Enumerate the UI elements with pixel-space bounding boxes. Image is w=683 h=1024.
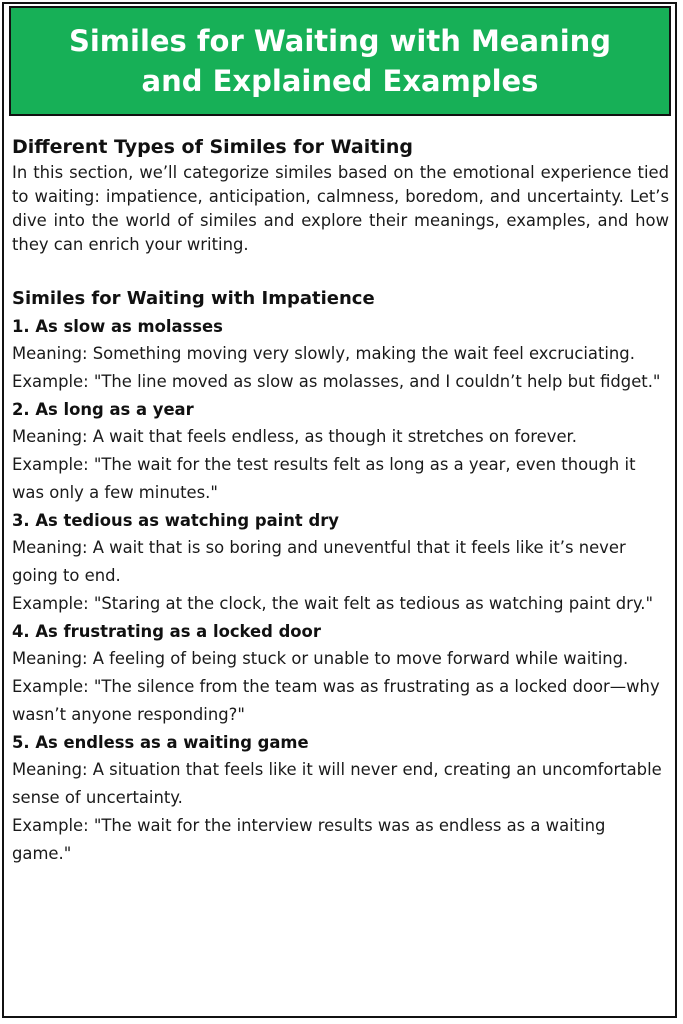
list-item [12, 618, 669, 729]
list-item [12, 507, 669, 618]
list-item [12, 396, 669, 507]
simile-title: 3. As tedious as watching paint dry [12, 511, 339, 530]
simile-example: Example: "The wait for the interview results was as endless as a waiting game." [12, 816, 606, 863]
simile-meaning: Meaning: A situation that feels like it will never end, creating an uncomfortable sense of uncertainty. [12, 760, 662, 807]
simile-example: Example: "The line moved as slow as molasses, and I couldn’t help but fidget." [12, 372, 661, 391]
title-banner [9, 6, 671, 116]
simile-example: Example: "The wait for the test results felt as long as a year, even though it was only a few minutes." [12, 455, 636, 502]
simile-meaning: Meaning: Something moving very slowly, making the wait feel excruciating. [12, 344, 635, 363]
simile-title: 1. As slow as molasses [12, 317, 223, 336]
simile-title: 4. As frustrating as a locked door [12, 622, 321, 641]
page-title: Similes for Waiting with Meaning and Explained Examples [68, 24, 612, 98]
simile-title: 2. As long as a year [12, 400, 194, 419]
list-item [12, 313, 669, 396]
section-heading: Different Types of Similes for Waiting [12, 136, 413, 158]
simile-meaning: Meaning: A feeling of being stuck or unable to move forward while waiting. [12, 649, 629, 668]
subsection-heading: Similes for Waiting with Impatience [12, 288, 375, 309]
simile-meaning: Meaning: A wait that is so boring and uneventful that it feels like it’s never going to end. [12, 538, 626, 585]
simile-meaning: Meaning: A wait that feels endless, as though it stretches on forever. [12, 427, 577, 446]
article-body [12, 133, 669, 868]
simile-example: Example: "Staring at the clock, the wait felt as tedious as watching paint dry." [12, 594, 653, 613]
simile-example: Example: "The silence from the team was as frustrating as a locked door—why wasn’t anyone responding?" [12, 677, 660, 724]
intro-paragraph: In this section, we’ll categorize similes based on the emotional experience tied to waiting: impatience, anticipation, calmness, boredom, and uncertainty. Let’s dive into the world of similes and explore their meanings, examples, and how they can enrich your writing. [12, 163, 669, 254]
list-item [12, 729, 669, 868]
simile-title: 5. As endless as a waiting game [12, 733, 309, 752]
